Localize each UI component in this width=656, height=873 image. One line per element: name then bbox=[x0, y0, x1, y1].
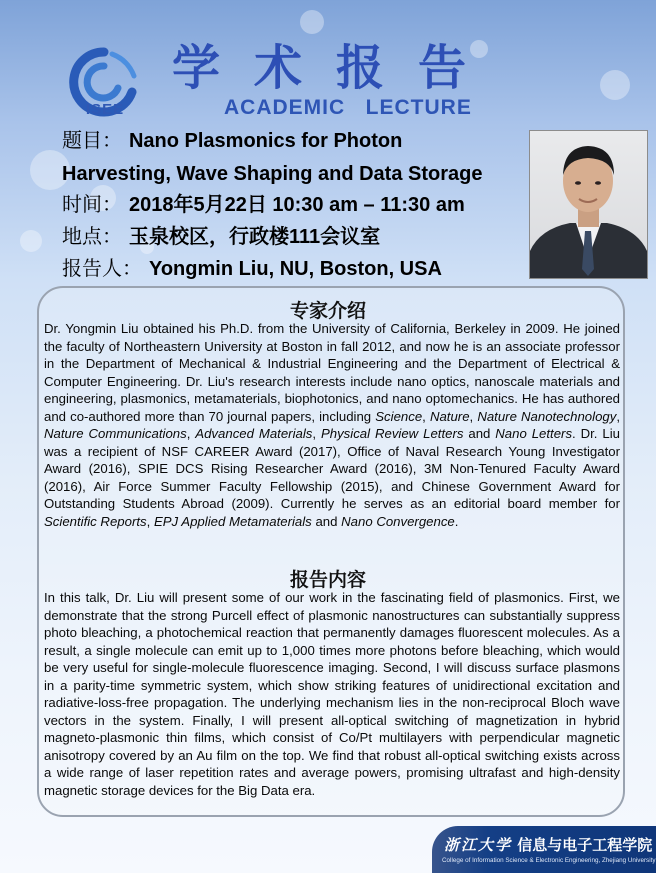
bio-text-1: Dr. Yongmin Liu obtained his Ph.D. from the University of California, Berkeley in 2009. He joined the faculty of Northeastern University at Boston in fall 2012, and now he is an associate professor in the Department of Mechanical & Industrial Engineering and the Department of Electrical & Computer Engineering. Dr. Liu's research interests include nano optics, nanoscale materials and engineering, plasmonics, metamaterials, biophotonics, and nano optomechanics. He has authored and co-authored more than 70 journal papers, including bbox=[44, 321, 620, 424]
bio-sep: and bbox=[311, 513, 342, 529]
topic-label: 题目： bbox=[62, 128, 122, 152]
bio-journal-nano-lett: Nano Letters bbox=[495, 426, 573, 441]
speaker-photo bbox=[529, 130, 648, 279]
abstract-paragraph: In this talk, Dr. Liu will present some of our work in the fascinating field of plasmonics. First, we demonstrate that the strong Purcell effect of plasmonic nanostructures can substantially suppress photo bleaching, a photochemical reaction that permanently damages fluorescent molecules. As a result, a single molecule can emit up to 1,000 times more photons before bleaching, which would be very useful for single-molecule fluorescence imaging. Second, I will discuss surface plasmons in a parity-time symmetric system, which show striking features of unidirectional excitation and radiative-loss-free propagation. The underlying mechanism lies in the non-reciprocal Bloch wave vectors in the system. Finally, I will present all-optical switching of magnetization in hybrid magneto-plasmonic thin films, which consist of Co/Pt multilayers with perpendicular magnetic anisotropy covered by an Au film on the top. We find that robust all-optical switching exists across a wide range of laser repetition rates and average powers, promising ultrafast and high-density magnetic storage devices for the Big Data era. bbox=[44, 590, 620, 798]
bio-sep: , bbox=[186, 426, 196, 441]
bio-end: . bbox=[454, 513, 459, 529]
topic-line bbox=[62, 127, 402, 154]
topic-value-2: Harvesting, Wave Shaping and Data Storage bbox=[62, 163, 483, 185]
speaker-value: Yongmin Liu, NU, Boston, USA bbox=[148, 258, 442, 280]
topic-line-2 bbox=[62, 160, 482, 187]
place-label: 地点： bbox=[62, 224, 122, 248]
logo-text: ISEE bbox=[85, 101, 125, 118]
lecture-title-cn: 学术报告 bbox=[172, 40, 501, 96]
college-name-cn: 信息与电子工程学院 bbox=[517, 836, 653, 854]
abstract-heading: 报告内容 bbox=[289, 569, 366, 591]
bio-journal-adv-mater: Advanced Materials bbox=[195, 426, 313, 441]
bio-journal-nature-nano: Nature Nanotechnology bbox=[477, 408, 617, 424]
time-label: 时间： bbox=[62, 192, 122, 216]
footer-college-cn bbox=[444, 834, 652, 855]
university-script: 浙江大学 bbox=[444, 836, 513, 854]
lecture-title-en: ACADEMIC LECTURE bbox=[224, 96, 472, 119]
bio-sep: , bbox=[146, 513, 154, 529]
bio-board-epj: EPJ Applied Metamaterials bbox=[153, 513, 312, 529]
bio-journal-nature: Nature bbox=[429, 408, 470, 424]
bio-board-nano-conv: Nano Convergence bbox=[341, 513, 455, 529]
time-line bbox=[62, 191, 465, 218]
bio-board-sci-rep: Scientific Reports bbox=[44, 513, 147, 529]
place-value: 玉泉校区，行政楼111会议室 bbox=[128, 226, 381, 248]
footer-college-en: College of Information Science & Electronic Engineering, Zhejiang University bbox=[442, 857, 656, 864]
bio-journal-science: Science bbox=[375, 408, 423, 424]
bio-sep: , bbox=[469, 408, 478, 424]
bio-text-2: . Dr. Liu was a recipient of NSF CAREER Award (2017), Office of Naval Research Young Investigator Award (2016), SPIE DCS Rising Researcher Award (2016), 3M Non-Tenured Faculty Award (2016), Air Force Summer Faculty Fellowship (2015), and Chinese Government Award for Outstanding Students Abroad (2009). Currently he serves as an editorial board member for bbox=[44, 426, 620, 511]
bio-paragraph bbox=[44, 320, 620, 530]
bio-journal-prl: Physical Review Letters bbox=[320, 426, 464, 441]
bio-sep: , bbox=[422, 408, 430, 424]
time-value: 2018年5月22日 10:30 am – 11:30 am bbox=[128, 194, 465, 216]
speaker-line bbox=[62, 255, 442, 282]
bio-heading: 专家介绍 bbox=[289, 300, 366, 322]
topic-value-1: Nano Plasmonics for Photon bbox=[128, 130, 403, 152]
bio-sep: , bbox=[312, 426, 321, 441]
speaker-label: 报告人： bbox=[62, 256, 142, 280]
university-footer bbox=[432, 826, 656, 873]
place-line bbox=[62, 223, 380, 250]
bio-journal-nature-comm: Nature Communications bbox=[44, 426, 187, 441]
bio-sep: and bbox=[463, 426, 496, 441]
bio-sep: , bbox=[616, 408, 621, 424]
